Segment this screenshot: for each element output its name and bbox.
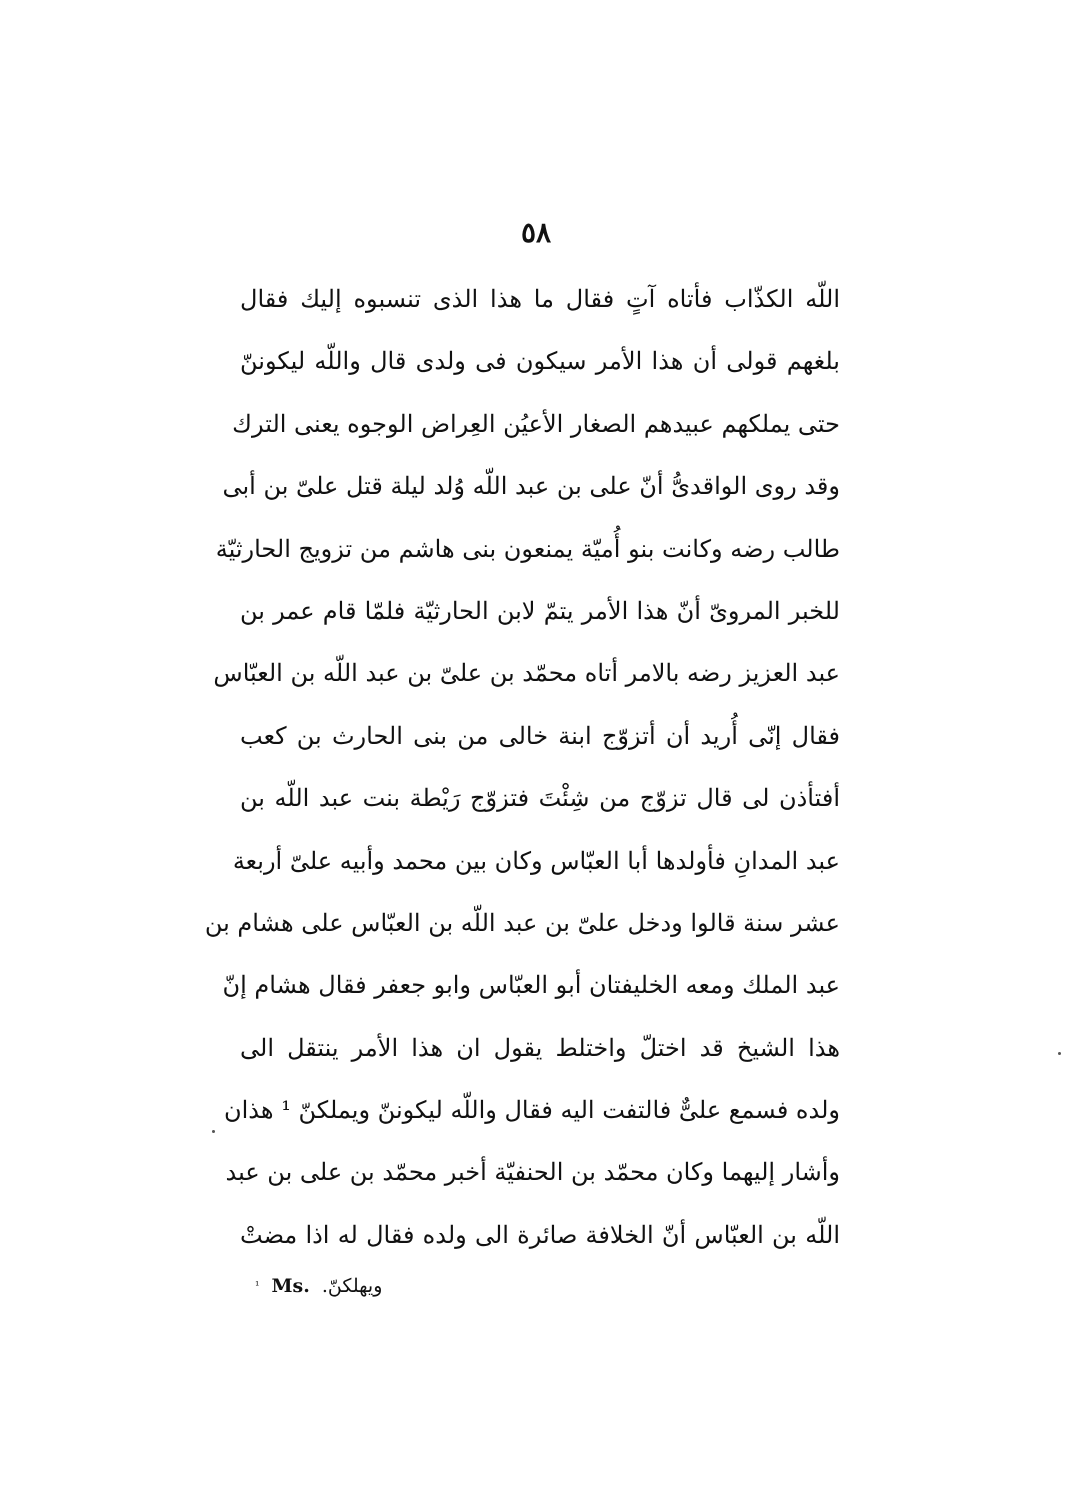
text-line-4: وقد روى الواقدىُّ أنّ على بن عبد اللّه وُلد ليلة قتل علىّ بن أبى: [222, 472, 840, 501]
text-line-6: للخبر المروىّ أنّ هذا الأمر يتمّ لابن الحارثيّة فلمّا قام عمر بن: [240, 596, 840, 625]
text-line-10: عبد المدانِ فأولدها أبا العبّاس وكان بين محمد وأبيه علىّ أربعة: [232, 846, 840, 875]
text-line-9: أفتأذن لى قال تزوّج من شِئْتَ فتزوّج رَيْطة بنت عبد اللّه بن: [240, 784, 840, 813]
text-line-16: اللّه بن العبّاس أنّ الخلافة صائرة الى ولده فقال له اذا مضتْ: [240, 1220, 840, 1249]
text-line-5: طالب رضه وكانت بنو أُميّة يمنعون بنى هاشم من تزويج الحارثيّة: [215, 534, 840, 563]
footnote: [255, 1266, 455, 1306]
scan-speck: [1058, 1052, 1061, 1055]
footnote-text: ويهلكنّ.: [321, 1275, 383, 1297]
scan-speck: [212, 1130, 215, 1133]
footnote-label: Ms.: [271, 1275, 310, 1297]
body-text: [204, 268, 841, 1266]
text-line-3: حتى يملكهم عبيدهم الصغار الأعيُن العِراض الوجوه يعنى الترك: [232, 409, 840, 438]
text-line-14: ولده فسمع علىٌّ فالتفت اليه فقال واللّه ليكوننّ ويملكنّ ¹ هذان: [224, 1096, 840, 1125]
text-line-7: عبد العزيز رضه بالامر أتاه محمّد بن علىّ بن عبد اللّه بن العبّاس: [213, 659, 840, 688]
text-line-13: هذا الشيخ قد اختلّ واختلط يقول ان هذا الأمر ينتقل الى: [240, 1033, 840, 1062]
text-line-12: عبد الملك ومعه الخليفتان أبو العبّاس وابو جعفر فقال هشام إنّ: [222, 971, 840, 1000]
text-line-15: وأشار إليهما وكان محمّد بن الحنفيّة أخبر محمّد بن على بن عبد: [225, 1158, 840, 1187]
text-line-11: عشر سنة قالوا ودخل علىّ بن عبد اللّه بن العبّاس على هشام بن: [204, 908, 840, 937]
page-number: ٥٨: [520, 216, 552, 249]
text-line-2: بلغهم قولى أن هذا الأمر سيكون فى ولدى قال واللّه ليكوننّ: [240, 347, 840, 376]
text-line-1: اللّه الكذّاب فأتاه آتٍ فقال ما هذا الذى تنسبوه إليك فقال: [240, 285, 840, 313]
footnote-marker: ¹: [255, 1279, 260, 1292]
text-line-8: فقال إنّى أُريد أن أتزوّج ابنة خالى من بنى الحارث بن كعب: [240, 721, 841, 750]
